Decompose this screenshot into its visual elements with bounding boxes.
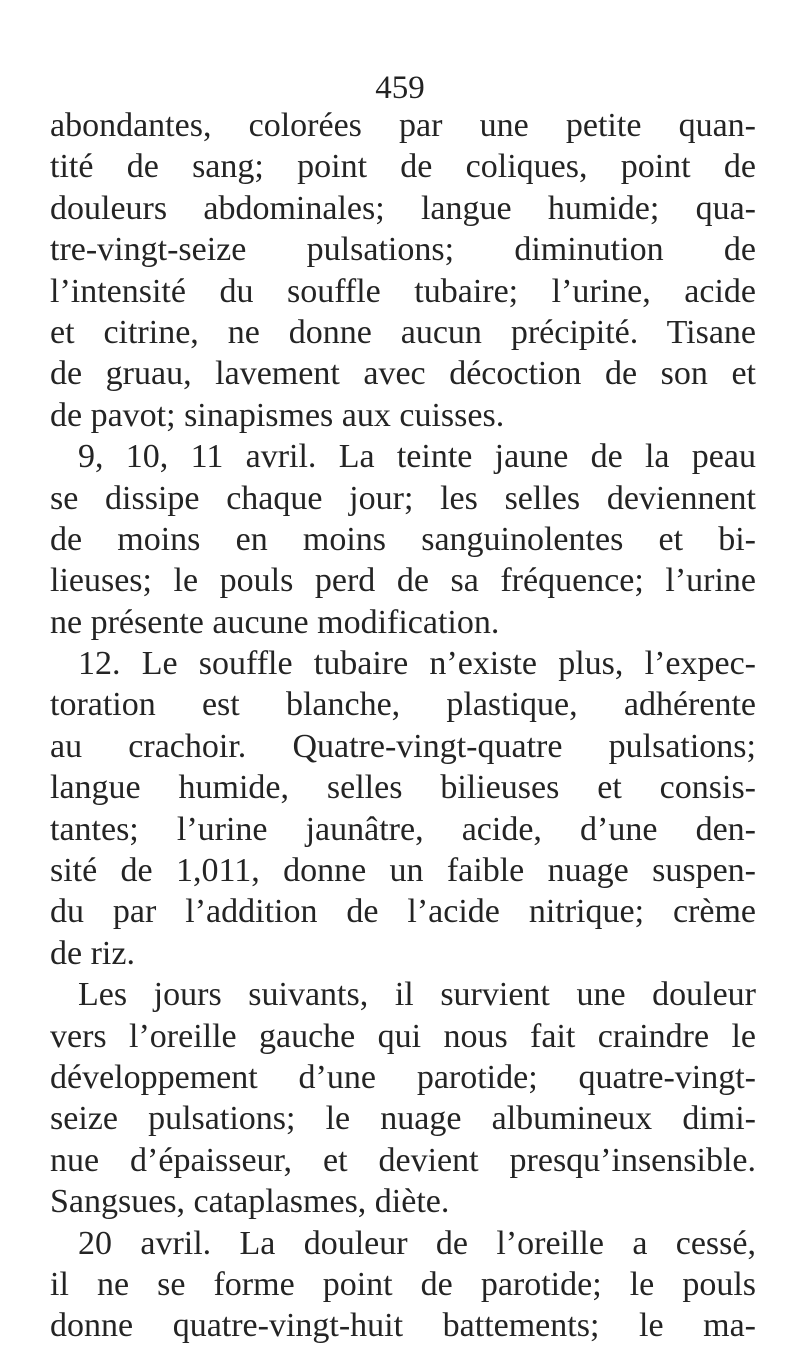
text-line: se dissipe chaque jour; les selles deviennent [50,479,756,517]
text-line: douleurs abdominales; langue humide; qua- [50,189,756,227]
text-line: 20 avril. La douleur de l’oreille a cessé, [78,1224,756,1262]
text-line: de pavot; sinapismes aux cuisses. [50,396,505,434]
text-line: au crachoir. Quatre-vingt-quatre pulsations; [50,727,756,765]
text-line: 9, 10, 11 avril. La teinte jaune de la peau [78,438,756,476]
text-line: seize pulsations; le nuage albumineux dimi- [50,1100,756,1138]
text-line: 12. Le souffle tubaire n’existe plus, l’expec- [78,645,756,683]
text-line: de riz. [50,934,135,972]
text-line: et citrine, ne donne aucun précipité. Tisane [50,313,756,351]
text-line: tantes; l’urine jaunâtre, acide, d’une den- [50,810,756,848]
text-line: l’intensité du souffle tubaire; l’urine, acide [50,272,756,310]
text-line: nue d’épaisseur, et devient presqu’insensible. [50,1141,756,1179]
text-line: abondantes, colorées par une petite quan- [50,107,756,144]
text-line: tité de sang; point de coliques, point de [50,148,756,186]
text-line: vers l’oreille gauche qui nous fait craindre le [50,1017,756,1055]
text-line: sité de 1,011, donne un faible nuage suspen- [50,852,756,890]
text-line: ne présente aucune modification. [50,603,500,641]
page-number: 459 [375,70,425,106]
text-line: toration est blanche, plastique, adhérente [50,686,756,724]
text-line: lieuses; le pouls perd de sa fréquence; l’urine [50,562,756,600]
text-line: tre-vingt-seize pulsations; diminution de [50,231,756,269]
text-line: Sangsues, cataplasmes, diète. [50,1183,450,1221]
text-line: du par l’addition de l’acide nitrique; crème [50,893,756,931]
text-line: développement d’une parotide; quatre-vingt- [50,1058,756,1096]
text-line: de moins en moins sanguinolentes et bi- [50,520,756,558]
text-line: Les jours suivants, il survient une douleur [78,976,756,1014]
body-text [50,105,756,1347]
text-line: il ne se forme point de parotide; le pouls [50,1265,756,1303]
text-line: de gruau, lavement avec décoction de son et [50,355,756,393]
text-line: langue humide, selles bilieuses et consis- [50,769,756,807]
text-line: donne quatre-vingt-huit battements; le ma- [50,1307,756,1345]
